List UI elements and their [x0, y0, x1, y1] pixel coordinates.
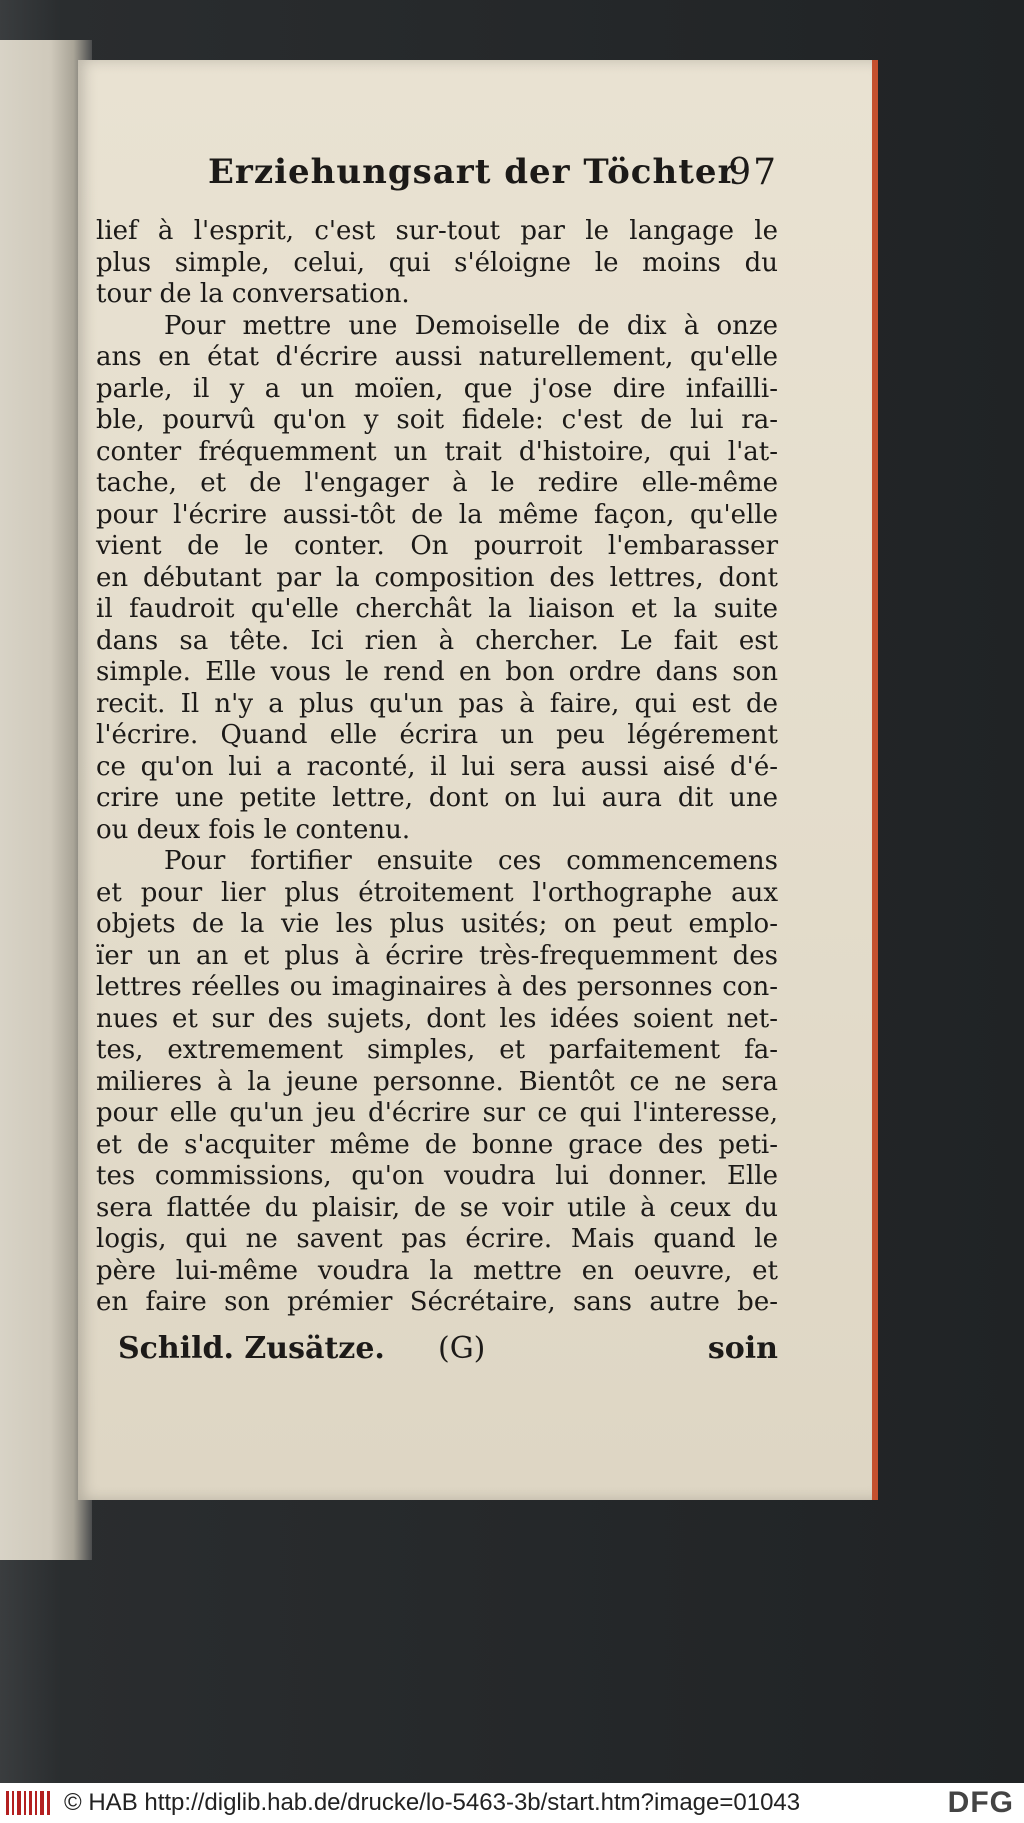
- running-title: Erziehungsart der Töchter: [208, 152, 737, 192]
- text-line: ïer un an et plus à écrire très-frequemment des: [96, 940, 778, 971]
- text-line: et pour lier plus étroitement l'orthographe aux: [96, 877, 778, 908]
- signature-line: Schild. Zusätze.: [118, 1330, 385, 1366]
- text-line: père lui-même voudra la mettre en oeuvre, et: [96, 1255, 778, 1286]
- page-footer: [96, 1331, 778, 1371]
- text-line: recit. Il n'y a plus qu'un pas à faire, qui est de: [96, 688, 778, 719]
- page-number: 97: [728, 152, 778, 193]
- text-line: il faudroit qu'elle cherchât la liaison et la suite: [96, 594, 778, 624]
- text-line: lettres réelles ou imaginaires à des personnes con-: [96, 972, 778, 1002]
- text-line: lief à l'esprit, c'est sur-tout par le langage le: [96, 216, 778, 246]
- dfg-logo: DFG: [947, 1786, 1014, 1819]
- text-line: dans sa tête. Ici rien à chercher. Le fait est: [96, 625, 778, 656]
- text-line: milieres à la jeune personne. Bientôt ce ne sera: [96, 1066, 778, 1097]
- book-page: [78, 60, 878, 1500]
- body-text: [96, 216, 778, 1319]
- text-line: nues et sur des sujets, dont les idées soient net-: [96, 1003, 778, 1034]
- text-line: ce qu'on lui a raconté, il lui sera aussi aisé d'é-: [96, 751, 778, 782]
- text-line: en débutant par la composition des lettres, dont: [96, 562, 778, 593]
- text-line: l'écrire. Quand elle écrira un peu légérement: [96, 720, 778, 750]
- text-line: Pour mettre une Demoiselle de dix à onze: [164, 310, 778, 341]
- text-line: pour l'écrire aussi-tôt de la même façon, qu'elle: [96, 499, 778, 530]
- text-line: logis, qui ne savent pas écrire. Mais quand le: [96, 1224, 778, 1254]
- text-line: ble, pourvû qu'on y soit fidele: c'est de lui ra-: [96, 405, 778, 435]
- text-line: en faire son prémier Sécrétaire, sans autre be-: [96, 1287, 778, 1317]
- text-line: et de s'acquiter même de bonne grace des peti-: [96, 1129, 778, 1160]
- text-line: vient de le conter. On pourroit l'embarasser: [96, 531, 778, 561]
- catchword: soin: [707, 1330, 778, 1366]
- text-line: plus simple, celui, qui s'éloigne le moins du: [96, 247, 778, 278]
- text-line: objets de la vie les plus usités; on peut emplo-: [96, 909, 778, 939]
- text-line: conter fréquemment un trait d'histoire, qui l'at-: [96, 436, 778, 467]
- text-line: simple. Elle vous le rend en bon ordre dans son: [96, 657, 778, 687]
- barcode-icon: [4, 1789, 54, 1817]
- text-line: ans en état d'écrire aussi naturellement, qu'elle: [96, 342, 778, 372]
- source-link[interactable]: © HAB http://diglib.hab.de/drucke/lo-5463-3b/start.htm?image=01043: [64, 1789, 801, 1816]
- text-line: sera flattée du plaisir, de se voir utile à ceux du: [96, 1192, 778, 1223]
- source-bar: [0, 1783, 1024, 1823]
- text-line: ou deux fois le contenu.: [96, 814, 411, 845]
- running-head: [96, 152, 778, 212]
- text-line: tes, extremement simples, et parfaitement fa-: [96, 1035, 778, 1065]
- text-line: parle, il y a un moïen, que j'ose dire infailli-: [96, 373, 778, 404]
- page-content: [96, 152, 778, 1371]
- text-line: tache, et de l'engager à le redire elle-même: [96, 468, 778, 498]
- text-line: tes commissions, qu'on voudra lui donner. Elle: [96, 1161, 778, 1191]
- text-line: Pour fortifier ensuite ces commencemens: [164, 846, 778, 876]
- text-line: crire une petite lettre, dont on lui aura dit une: [96, 783, 778, 813]
- sheet-mark: (G): [438, 1330, 486, 1366]
- text-line: pour elle qu'un jeu d'écrire sur ce qui l'interesse,: [96, 1098, 778, 1128]
- text-line: tour de la conversation.: [96, 279, 410, 309]
